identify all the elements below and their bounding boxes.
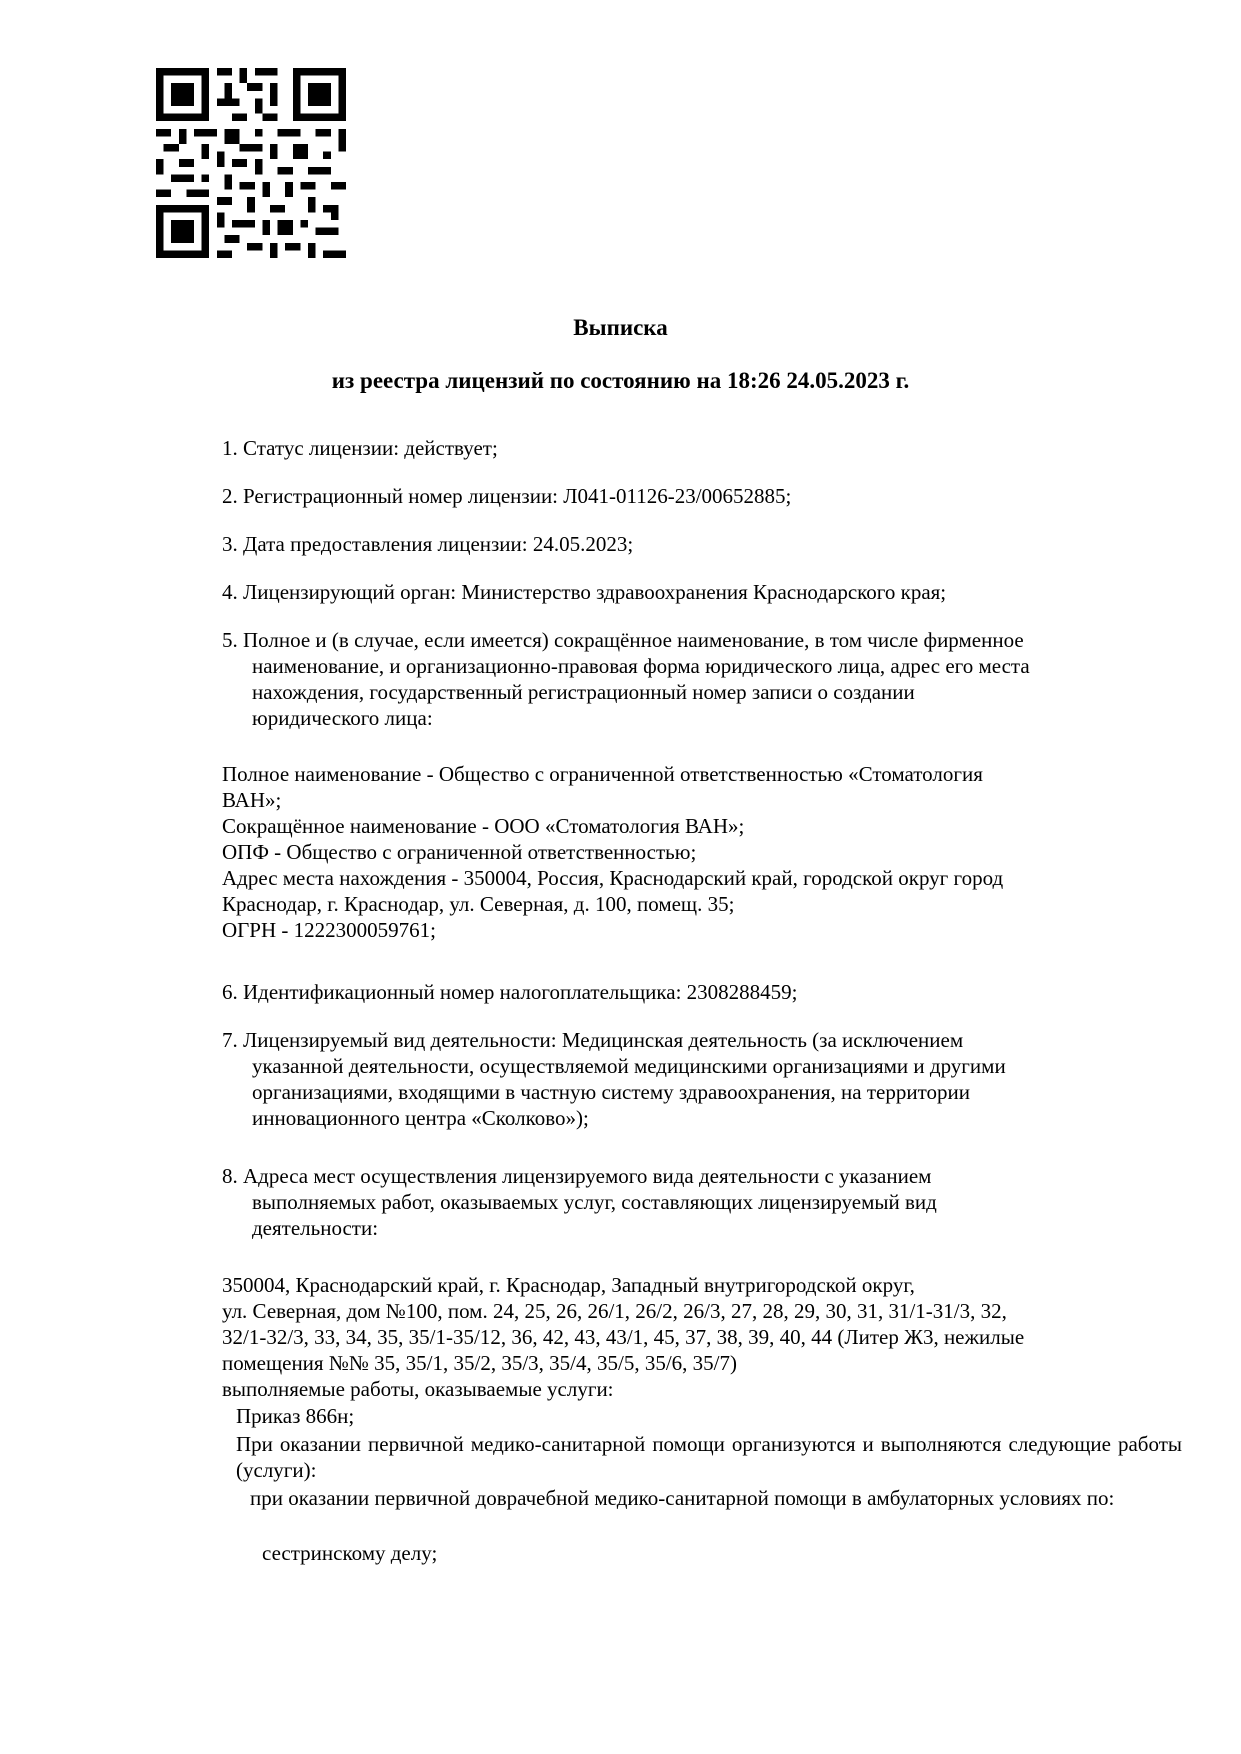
address-line: 32/1-32/3, 33, 34, 35, 35/1-35/12, 36, 42, 43, 43/1, 45, 37, 38, 39, 40, 44 (Литер Ж3, нежилые <box>222 1325 1025 1349</box>
item-7-line: 7. Лицензируемый вид деятельности: Медицинская деятельность (за исключением <box>222 1028 964 1052</box>
license-number: 2. Регистрационный номер лицензии: Л041-01126-23/00652885; <box>222 484 792 508</box>
address-line: ул. Северная, дом №100, пом. 24, 25, 26, 26/1, 26/2, 26/3, 27, 28, 29, 30, 31, 31/1-31/3, 32, <box>222 1299 1007 1323</box>
item-5 <box>222 627 1182 731</box>
prehospital-care-text: при оказании первичной доврачебной медико-санитарной помощи в амбулаторных условиях по: <box>250 1486 1115 1510</box>
legal-form: ОПФ - Общество с ограниченной ответственностью; <box>222 840 697 864</box>
organization-details <box>222 761 1182 943</box>
ogrn: ОГРН - 1222300059761; <box>222 918 436 942</box>
item-8-line: выполняемых работ, оказываемых услуг, составляющих лицензируемый вид <box>252 1190 937 1214</box>
item-5-line: юридического лица: <box>252 706 433 730</box>
licensing-authority: 4. Лицензирующий орган: Министерство здравоохранения Краснодарского края; <box>222 580 947 604</box>
address-line: помещения №№ 35, 35/1, 35/2, 35/3, 35/4, 35/5, 35/6, 35/7) <box>222 1351 737 1375</box>
full-name: Полное наименование - Общество с ограниченной ответственностью «Стоматология <box>222 762 983 786</box>
item-7-line: организациями, входящими в частную систему здравоохранения, на территории <box>252 1080 970 1104</box>
order: Приказ 866н; <box>236 1404 355 1428</box>
works-label: выполняемые работы, оказываемые услуги: <box>222 1377 614 1401</box>
item-8 <box>222 1163 1182 1241</box>
taxpayer-id: 6. Идентификационный номер налогоплательщика: 2308288459; <box>222 980 798 1004</box>
qr-code <box>156 68 346 258</box>
license-status: 1. Статус лицензии: действует; <box>222 436 498 460</box>
item-8-line: деятельности: <box>252 1216 379 1240</box>
activity-address <box>222 1272 1182 1402</box>
item-5-line: наименование, и организационно-правовая форма юридического лица, адрес его места <box>252 654 1030 678</box>
item-5-line: 5. Полное и (в случае, если имеется) сокращённое наименование, в том числе фирменное <box>222 628 1024 652</box>
address-line: Адрес места нахождения - 350004, Россия, Краснодарский край, городской округ город <box>222 866 1004 890</box>
primary-care-text: При оказании первичной медико-санитарной помощи организуются и выполняются следующие работы (услуги): <box>236 1432 1182 1482</box>
address-line: Краснодар, г. Краснодар, ул. Северная, д. 100, помещ. 35; <box>222 892 735 916</box>
nursing-text: сестринскому делу; <box>262 1541 438 1565</box>
short-name: Сокращённое наименование - ООО «Стоматология ВАН»; <box>222 814 745 838</box>
address-line: 350004, Краснодарский край, г. Краснодар, Западный внутригородской округ, <box>222 1273 915 1297</box>
item-7 <box>222 1027 1182 1131</box>
license-date: 3. Дата предоставления лицензии: 24.05.2023; <box>222 532 634 556</box>
item-7-line: указанной деятельности, осуществляемой медицинскими организациями и другими <box>252 1054 1006 1078</box>
document-title: Выписка <box>573 315 668 340</box>
item-7-line: инновационного центра «Сколково»); <box>252 1106 589 1130</box>
item-8-line: 8. Адреса мест осуществления лицензируемого вида деятельности с указанием <box>222 1164 932 1188</box>
item-5-line: нахождения, государственный регистрационный номер записи о создании <box>252 680 915 704</box>
document-subtitle: из реестра лицензий по состоянию на 18:26 24.05.2023 г. <box>331 368 910 393</box>
full-name-cont: ВАН»; <box>222 788 282 812</box>
